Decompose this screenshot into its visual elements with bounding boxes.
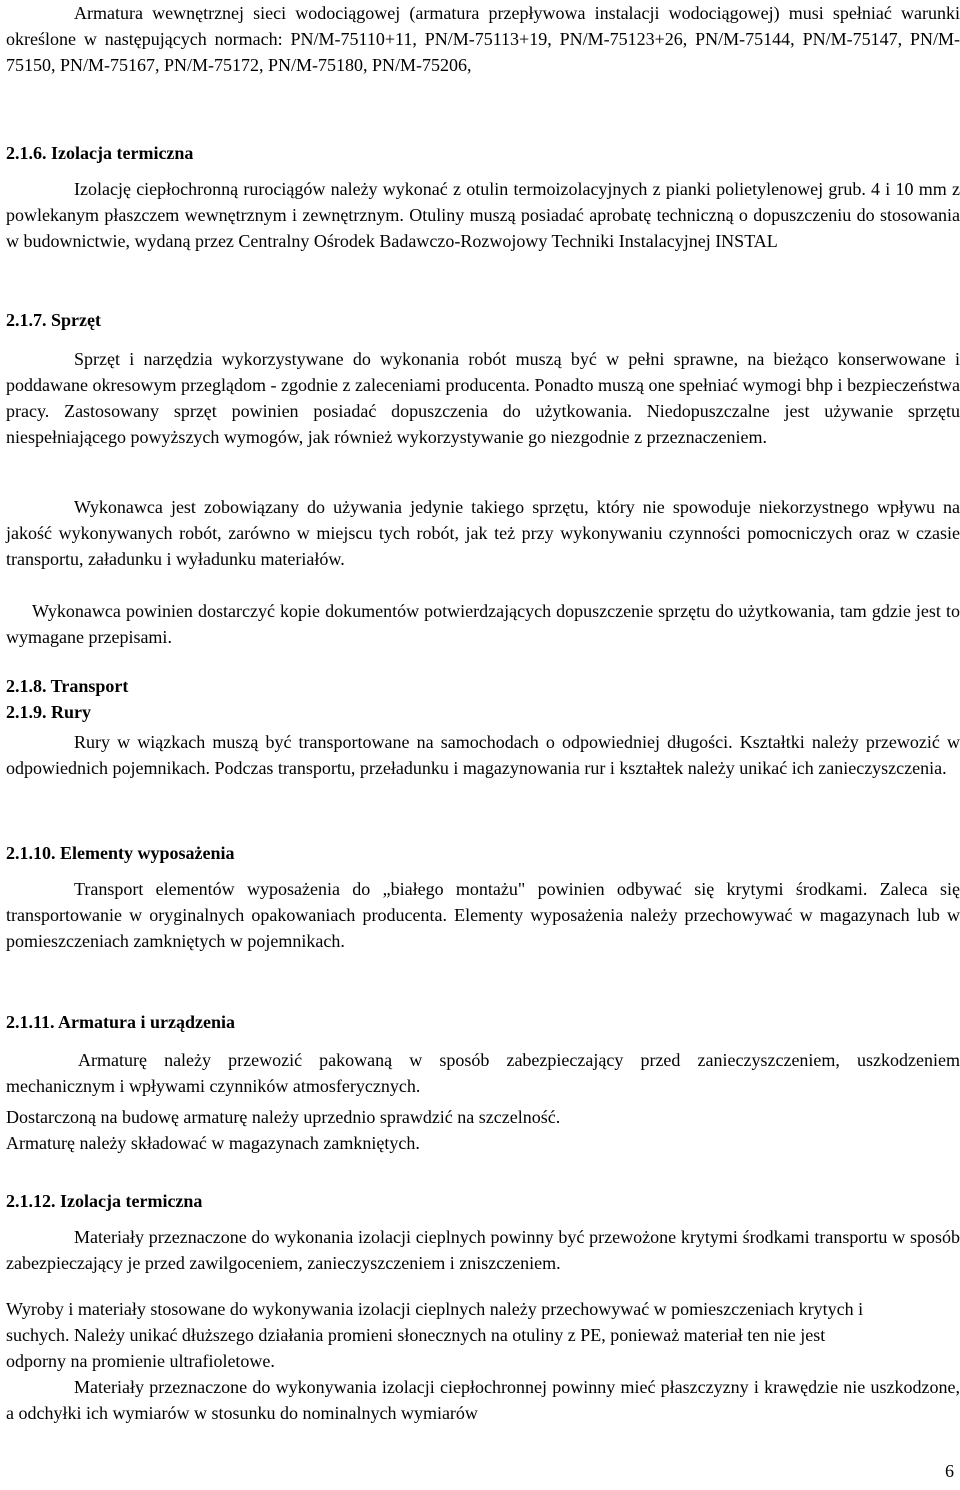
- paragraph: Rury w wiązkach muszą być transportowane na samochodach o odpowiedniej długości. Kształtki należy przewozić w odpowiednich pojemnikach. Podczas transportu, przeładunku i magazynowania rur i kształtek należy unikać ich zanieczyszczenia.: [6, 732, 960, 778]
- paragraph: Izolację ciepłochronną rurociągów należy wykonać z otulin termoizolacyjnych z pianki polietylenowej grub. 4 i 10 mm z powlekanym płaszczem wewnętrznym i zewnętrznym. Otuliny muszą posiadać aprobatę techniczną o dopuszczeniu do stosowania w budownictwie, wydaną przez Centralny Ośrodek Badawczo-Rozwojowy Techniki Instalacyjnej INSTAL: [6, 179, 960, 251]
- section-heading-2-1-7: 2.1.7. Sprzęt: [6, 310, 101, 330]
- paragraph: Sprzęt i narzędzia wykorzystywane do wykonania robót muszą być w pełni sprawne, na bieżąco konserwowane i poddawane okresowym przeglądom - zgodnie z zaleceniami producenta. Ponadto muszą one spełniać wymogi bhp i bezpieczeństwa pracy. Zastosowany sprzęt powinien posiadać dopuszczenia do użytkowania. Niedopuszczalne jest używanie sprzętu niespełniającego powyższych wymogów, jak również wykorzystywanie go niezgodnie z przeznaczeniem.: [6, 349, 960, 447]
- paragraph: Transport elementów wyposażenia do „białego montażu" powinien odbywać się krytymi środkami. Zaleca się transportowanie w oryginalnych opakowaniach producenta. Elementy wyposażenia należy przechowywać w magazynach lub w pomieszczeniach zamkniętych w pojemnikach.: [6, 879, 960, 951]
- paragraph: Armaturę należy przewozić pakowaną w sposób zabezpieczający przed zanieczyszczeniem, uszkodzeniem mechanicznym i wpływami czynników atmosferycznych.: [6, 1050, 960, 1096]
- page-number: 6: [945, 1461, 954, 1481]
- section-heading-2-1-6: 2.1.6. Izolacja termiczna: [6, 143, 194, 163]
- paragraph: Materiały przeznaczone do wykonania izolacji cieplnych powinny być przewożone krytymi środkami transportu w sposób zabezpieczający je przed zawilgoceniem, zanieczyszczeniem i zniszczeniem.: [6, 1227, 960, 1273]
- section-heading-2-1-11: 2.1.11. Armatura i urządzenia: [6, 1012, 235, 1032]
- paragraph: Armaturę należy składować w magazynach zamkniętych.: [6, 1133, 420, 1153]
- section-heading-2-1-10: 2.1.10. Elementy wyposażenia: [6, 843, 235, 863]
- intro-paragraph: Armatura wewnętrznej sieci wodociągowej (armatura przepływowa instalacji wodociągowej) musi spełniać warunki określone w następujących normach: PN/M-75110+11, PN/M-75113+19, PN/M-75123+26, PN/M-75144, PN/M-75147, PN/M-75150, PN/M-75167, PN/M-75172, PN/M-75180, PN/M-75206,: [6, 3, 960, 75]
- section-heading-2-1-12: 2.1.12. Izolacja termiczna: [6, 1191, 203, 1211]
- paragraph: Dostarczoną na budowę armaturę należy uprzednio sprawdzić na szczelność.: [6, 1107, 561, 1127]
- paragraph: Wykonawca powinien dostarczyć kopie dokumentów potwierdzających dopuszczenie sprzętu do użytkowania, tam gdzie jest to wymagane przepisami.: [6, 601, 960, 647]
- section-heading-2-1-8: 2.1.8. Transport: [6, 676, 129, 696]
- paragraph: Wyroby i materiały stosowane do wykonywania izolacji cieplnych należy przechowywać w pomieszczeniach krytych i suchych. Należy unikać dłuższego działania promieni słonecznych na otuliny z PE, ponieważ materiał ten nie jest odporny na promienie ultrafioletowe.: [6, 1299, 864, 1371]
- paragraph: Wykonawca jest zobowiązany do używania jedynie takiego sprzętu, który nie spowoduje niekorzystnego wpływu na jakość wykonywanych robót, zarówno w miejscu tych robót, jak też przy wykonywaniu czynności pomocniczych oraz w czasie transportu, załadunku i wyładunku materiałów.: [6, 497, 960, 569]
- paragraph: Materiały przeznaczone do wykonywania izolacji ciepłochronnej powinny mieć płaszczyzny i krawędzie nie uszkodzone, a odchyłki ich wymiarów w stosunku do nominalnych wymiarów: [6, 1377, 960, 1423]
- section-heading-2-1-9: 2.1.9. Rury: [6, 702, 91, 722]
